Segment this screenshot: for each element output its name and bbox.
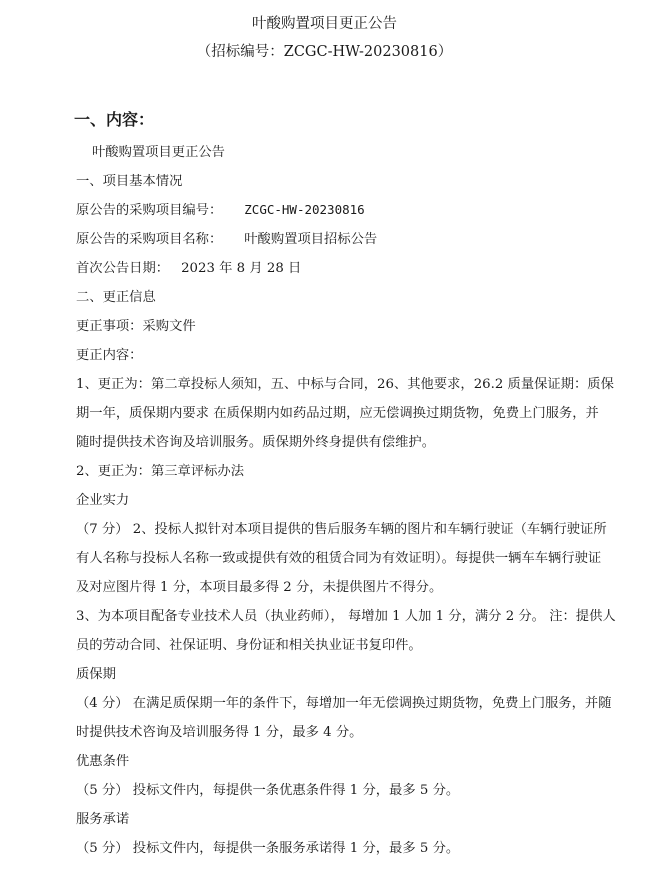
p3-line1: （7 分） 2、投标人拟针对本项目提供的售后服务车辆的图片和车辆行驶证（车辆行驶证所 [76,522,607,537]
first-date-label: 首次公告日期： [76,261,170,276]
section-heading: 一、内容： [74,110,155,129]
correction-content: 更正内容： [76,348,143,363]
document-subtitle: （招标编号：ZCGC-HW-20230816） [196,44,453,60]
orig-name-row [76,228,377,247]
correction-item: 更正事项：采购文件 [76,319,196,334]
orig-id-label: 原公告的采购项目编号： [76,203,223,218]
discount-heading: 优惠条件 [76,754,130,769]
p3-line3: 及对应图片得 1 分，本项目最多得 2 分，未提供图片不得分。 [76,580,443,595]
p2-line: 2、更正为：第三章评标办法 [76,464,245,479]
p7-line: （5 分） 投标文件内，每提供一条服务承诺得 1 分，最多 5 分。 [76,841,460,856]
p6-line: （5 分） 投标文件内，每提供一条优惠条件得 1 分，最多 5 分。 [76,783,460,798]
first-date-value: 2023 年 8 月 28 日 [181,261,302,276]
p4-line2: 员的劳动合同、社保证明、身份证和相关执业证书复印件。 [76,638,422,653]
first-date-row [76,257,301,276]
service-heading: 服务承诺 [76,812,130,827]
p4-line1: 3、为本项目配备专业技术人员（执业药师）， 每增加 1 人加 1 分，满分 2 分。 注：提供人 [76,609,616,624]
p5-line1: （4 分） 在满足质保期一年的条件下，每增加一年无偿调换过期货物，免费上门服务，并随 [76,696,612,711]
warranty-heading: 质保期 [76,667,116,682]
orig-id-value: ZCGC-HW-20230816 [244,202,365,217]
p1-line2: 期一年，质保期内要求 在质保期内如药品过期，应无偿调换过期货物，免费上门服务，并 [76,406,599,421]
p1-line1: 1、更正为：第二章投标人须知，五、中标与合同，26、其他要求，26.2 质量保证期：质保 [76,377,614,392]
intro-line: 叶酸购置项目更正公告 [92,145,225,160]
correction-heading: 二、更正信息 [76,290,156,305]
basic-info-heading: 一、项目基本情况 [76,174,183,189]
orig-id-row [76,199,365,218]
enterprise-strength: 企业实力 [76,493,130,508]
orig-name-label: 原公告的采购项目名称： [76,232,223,247]
orig-name-value: 叶酸购置项目招标公告 [244,232,378,247]
document-title: 叶酸购置项目更正公告 [252,16,397,32]
p1-line3: 随时提供技术咨询及培训服务。质保期外终身提供有偿维护。 [76,435,436,450]
p3-line2: 有人名称与投标人名称一致或提供有效的租赁合同为有效证明）。每提供一辆车车辆行驶证 [76,551,602,566]
p5-line2: 时提供技术咨询及培训服务得 1 分，最多 4 分。 [76,725,363,740]
